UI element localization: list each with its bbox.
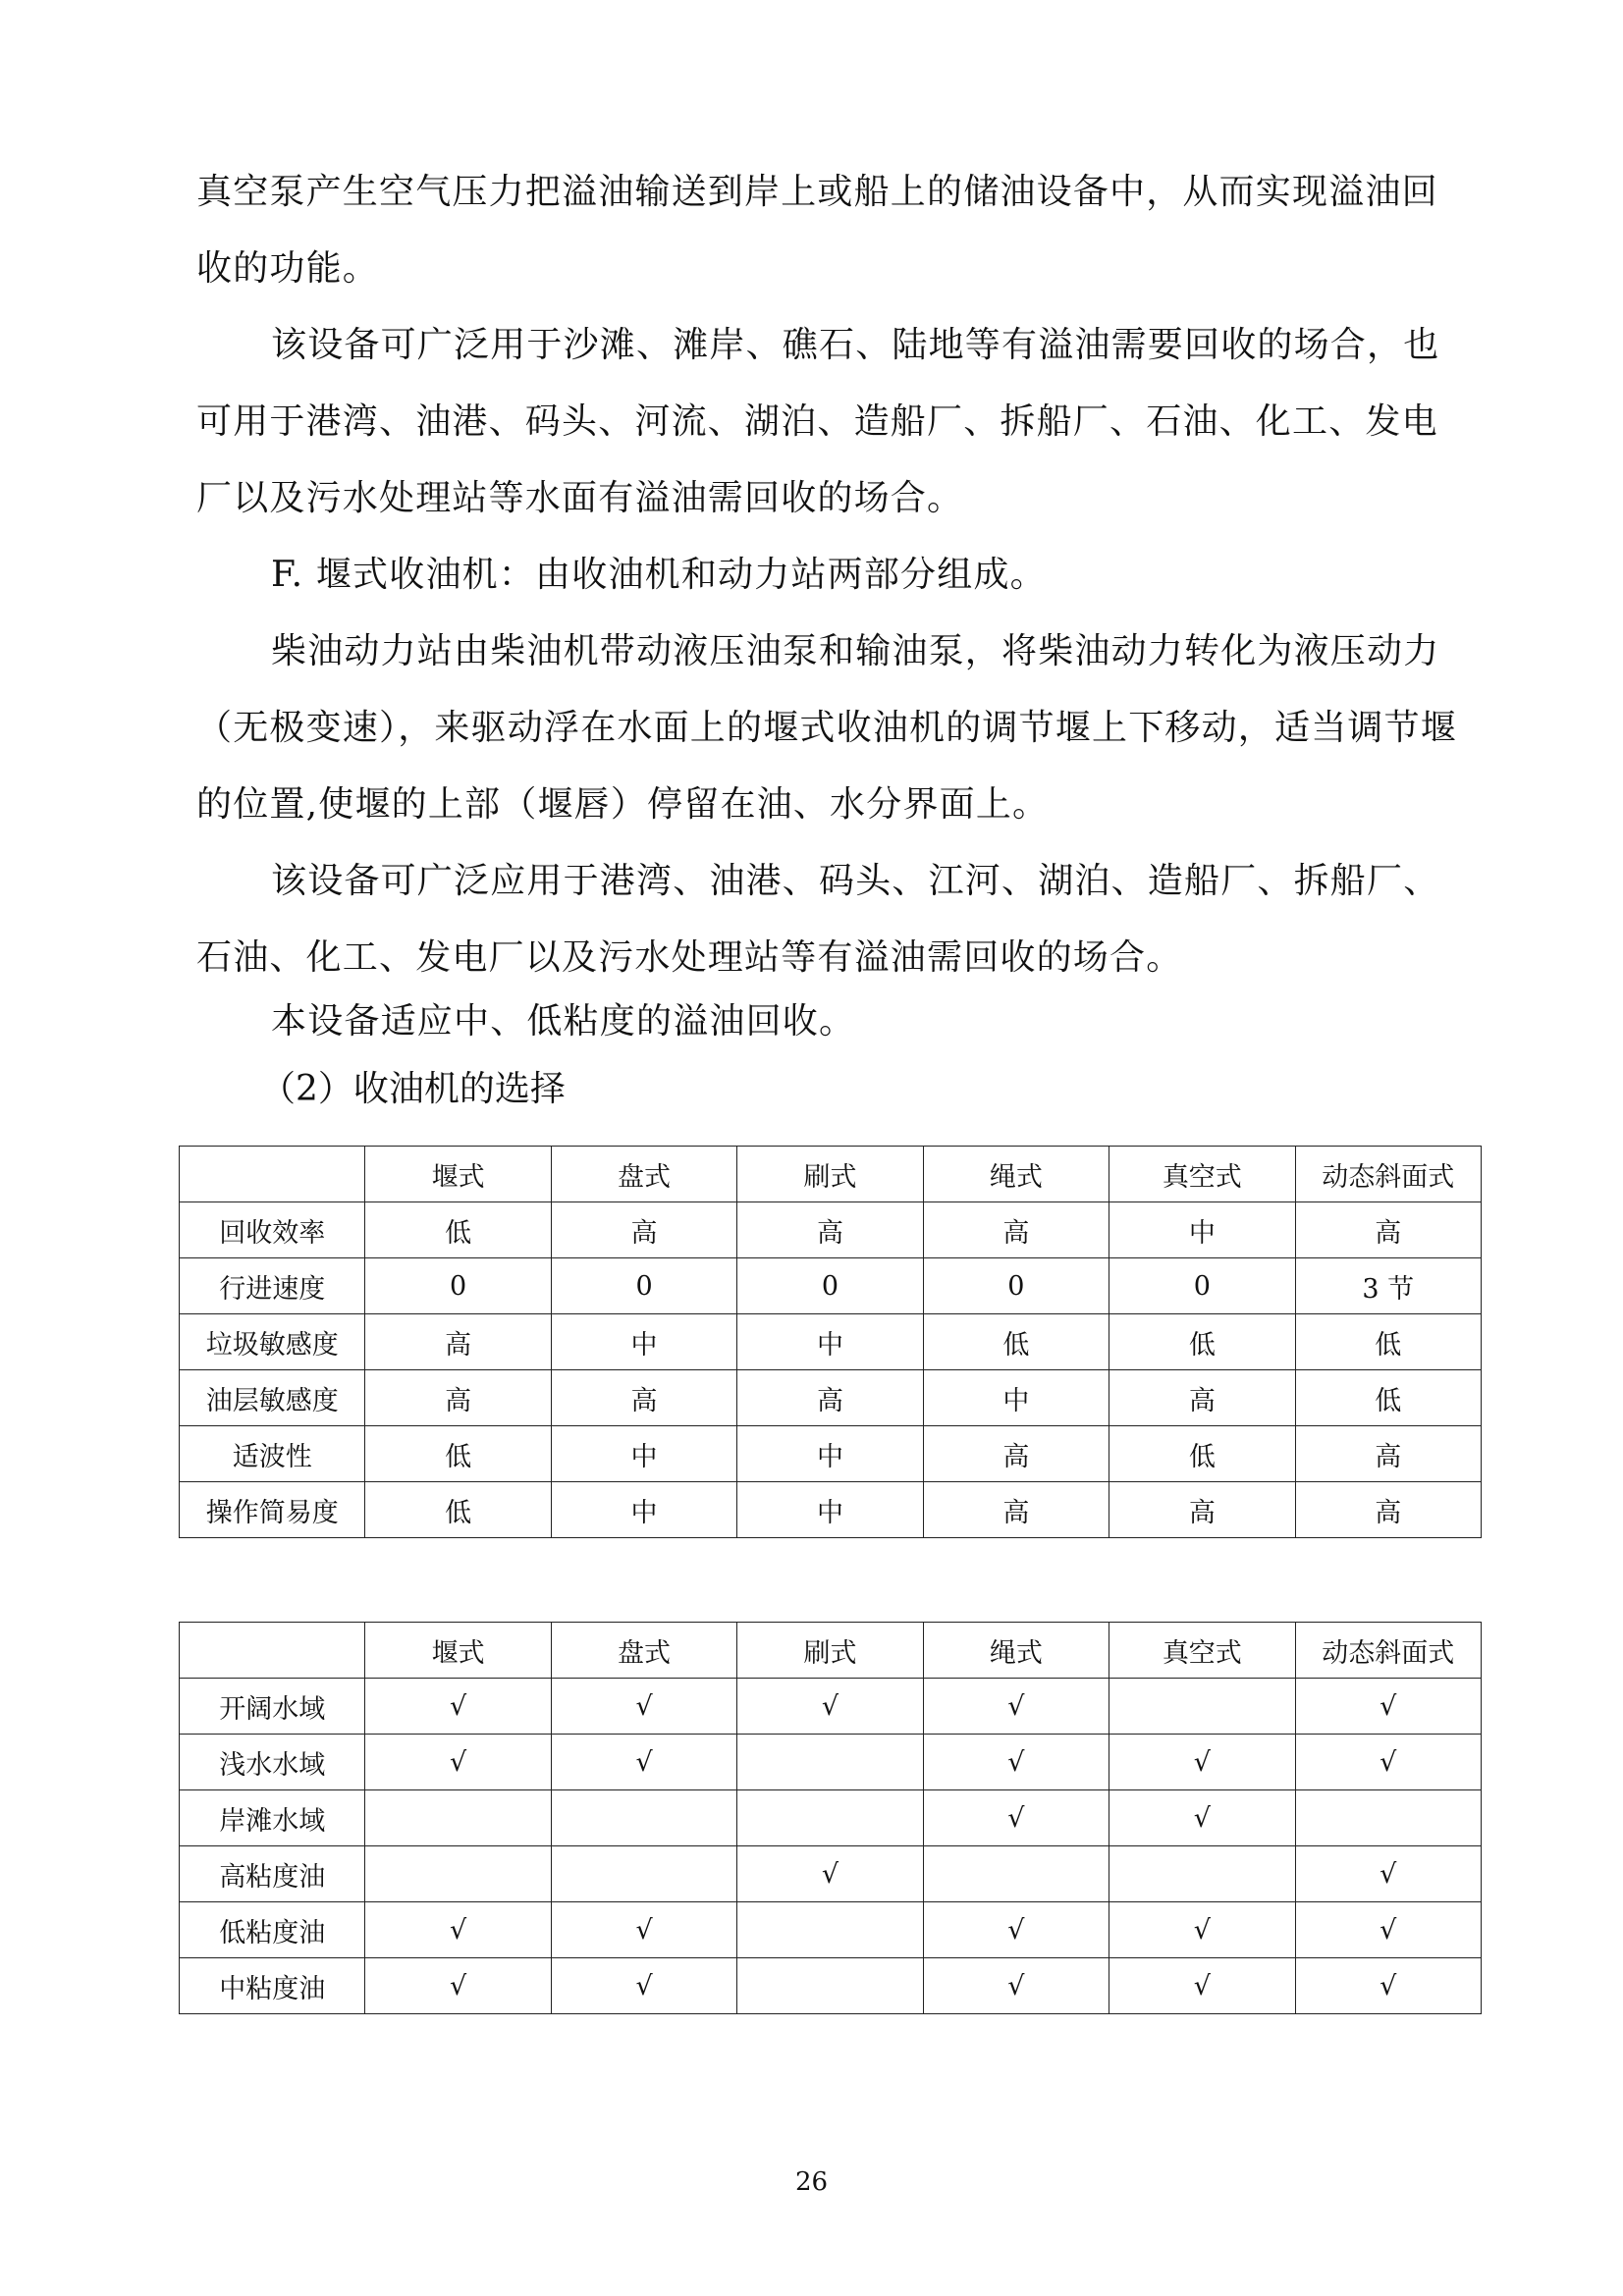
table-cell: √ xyxy=(365,1679,551,1735)
table-row xyxy=(180,1258,1482,1314)
table-cell: √ xyxy=(923,1679,1109,1735)
table-cell: 中 xyxy=(737,1482,923,1538)
table-cell: 低 xyxy=(1109,1314,1295,1370)
table-cell: 高 xyxy=(737,1370,923,1426)
column-header: 刷式 xyxy=(737,1147,923,1202)
paragraph-viscosity-note: 本设备适应中、低粘度的溢油回收。 xyxy=(271,1001,856,1041)
table-cell: √ xyxy=(737,1679,923,1735)
table-cell: 高 xyxy=(923,1482,1109,1538)
table-cell xyxy=(737,1735,923,1790)
table-cell xyxy=(365,1790,551,1846)
table-cell: 0 xyxy=(551,1258,736,1314)
page-number: 26 xyxy=(794,2167,829,2197)
row-label: 开阔水域 xyxy=(180,1679,365,1735)
table-cell: 3 节 xyxy=(1295,1258,1481,1314)
paragraph-weir-skimmer-intro: F. 堰式收油机：由收油机和动力站两部分组成。 xyxy=(271,555,1047,595)
table-cell: √ xyxy=(923,1958,1109,2014)
table-cell: √ xyxy=(923,1790,1109,1846)
column-header: 堰式 xyxy=(365,1623,551,1679)
table-row xyxy=(180,1902,1482,1958)
table-cell: √ xyxy=(1109,1735,1295,1790)
table-cell: √ xyxy=(1295,1735,1481,1790)
table-cell xyxy=(737,1958,923,2014)
row-label: 行进速度 xyxy=(180,1258,365,1314)
table-cell xyxy=(923,1846,1109,1902)
column-header: 真空式 xyxy=(1109,1623,1295,1679)
table-cell: √ xyxy=(551,1735,736,1790)
paragraph-applications: 该设备可广泛用于沙滩、滩岸、礁石、陆地等有溢油需要回收的场合，也可用于港湾、油港、码头、河流、湖泊、造船厂、拆船厂、石油、化工、发电厂以及污水处理站等水面有溢油需回收的场合。 xyxy=(196,325,1440,518)
column-header: 绳式 xyxy=(923,1623,1109,1679)
table-cell: 中 xyxy=(551,1426,736,1482)
row-label: 岸滩水域 xyxy=(180,1790,365,1846)
table-cell: √ xyxy=(923,1735,1109,1790)
row-label: 垃圾敏感度 xyxy=(180,1314,365,1370)
table-row xyxy=(180,1202,1482,1258)
table-cell: 高 xyxy=(1295,1482,1481,1538)
table-cell: 高 xyxy=(365,1314,551,1370)
table-cell: 0 xyxy=(737,1258,923,1314)
paragraph-weir-applications: 该设备可广泛应用于港湾、油港、码头、江河、湖泊、造船厂、拆船厂、石油、化工、发电厂以及污水处理站等有溢油需回收的场合。 xyxy=(196,861,1440,978)
column-header: 盘式 xyxy=(551,1623,736,1679)
table-cell: √ xyxy=(1109,1958,1295,2014)
table-row xyxy=(180,1735,1482,1790)
table-cell: √ xyxy=(1109,1902,1295,1958)
table-cell: √ xyxy=(551,1958,736,2014)
table-cell: 低 xyxy=(1109,1426,1295,1482)
table-cell: √ xyxy=(551,1902,736,1958)
table-cell: 高 xyxy=(923,1426,1109,1482)
table-cell: 低 xyxy=(365,1426,551,1482)
column-header: 动态斜面式 xyxy=(1295,1623,1481,1679)
row-label: 高粘度油 xyxy=(180,1846,365,1902)
table-cell xyxy=(365,1846,551,1902)
table-cell: 高 xyxy=(1295,1202,1481,1258)
table-row xyxy=(180,1790,1482,1846)
table-cell: √ xyxy=(551,1679,736,1735)
table-cell: √ xyxy=(1295,1679,1481,1735)
table-cell: √ xyxy=(1295,1846,1481,1902)
performance-comparison-table xyxy=(179,1146,1482,1538)
table-cell: 0 xyxy=(923,1258,1109,1314)
row-label: 浅水水域 xyxy=(180,1735,365,1790)
table-cell: 低 xyxy=(365,1482,551,1538)
table-header-row xyxy=(180,1623,1482,1679)
table-row xyxy=(180,1958,1482,2014)
table-header-row xyxy=(180,1147,1482,1202)
table-cell: 高 xyxy=(1109,1370,1295,1426)
column-header xyxy=(180,1147,365,1202)
table-row xyxy=(180,1370,1482,1426)
table-row xyxy=(180,1426,1482,1482)
row-label: 操作简易度 xyxy=(180,1482,365,1538)
table-cell: 高 xyxy=(737,1202,923,1258)
table-cell: √ xyxy=(737,1846,923,1902)
table-cell: 高 xyxy=(1109,1482,1295,1538)
table-cell: 高 xyxy=(365,1370,551,1426)
column-header: 绳式 xyxy=(923,1147,1109,1202)
table-cell: 低 xyxy=(365,1202,551,1258)
applicability-table xyxy=(179,1622,1482,2014)
column-header: 动态斜面式 xyxy=(1295,1147,1481,1202)
table-cell xyxy=(551,1846,736,1902)
paragraph-continuation: 真空泵产生空气压力把溢油输送到岸上或船上的储油设备中，从而实现溢油回收的功能。 xyxy=(196,172,1438,289)
row-label: 回收效率 xyxy=(180,1202,365,1258)
table-cell: 中 xyxy=(1109,1202,1295,1258)
row-label: 低粘度油 xyxy=(180,1902,365,1958)
table-cell: 高 xyxy=(551,1202,736,1258)
table-cell xyxy=(1109,1846,1295,1902)
table-cell: √ xyxy=(923,1902,1109,1958)
table-cell xyxy=(551,1790,736,1846)
table-cell: 0 xyxy=(1109,1258,1295,1314)
column-header: 刷式 xyxy=(737,1623,923,1679)
table-cell: 中 xyxy=(551,1314,736,1370)
table-cell: √ xyxy=(365,1735,551,1790)
table-cell: 低 xyxy=(923,1314,1109,1370)
table-cell xyxy=(1109,1679,1295,1735)
table-cell: 中 xyxy=(923,1370,1109,1426)
column-header: 真空式 xyxy=(1109,1147,1295,1202)
table-cell: 中 xyxy=(737,1426,923,1482)
table-cell xyxy=(1295,1790,1481,1846)
table-cell: 高 xyxy=(1295,1426,1481,1482)
table-cell: 中 xyxy=(737,1314,923,1370)
column-header: 盘式 xyxy=(551,1147,736,1202)
table-row xyxy=(180,1314,1482,1370)
table-cell xyxy=(737,1902,923,1958)
table-row xyxy=(180,1482,1482,1538)
row-label: 适波性 xyxy=(180,1426,365,1482)
row-label: 油层敏感度 xyxy=(180,1370,365,1426)
paragraph-diesel-power-station: 柴油动力站由柴油机带动液压油泵和输油泵，将柴油动力转化为液压动力（无极变速），来驱动浮在水面上的堰式收油机的调节堰上下移动，适当调节堰的位置,使堰的上部（堰唇）停留在油、水分界面上。 xyxy=(196,631,1458,825)
table-cell: 中 xyxy=(551,1482,736,1538)
table-row xyxy=(180,1679,1482,1735)
column-header xyxy=(180,1623,365,1679)
column-header: 堰式 xyxy=(365,1147,551,1202)
table-cell: √ xyxy=(1295,1902,1481,1958)
table-cell xyxy=(737,1790,923,1846)
section-heading: （2）收油机的选择 xyxy=(260,1069,566,1109)
table-cell: 高 xyxy=(551,1370,736,1426)
table-cell: √ xyxy=(1109,1790,1295,1846)
table-cell: 0 xyxy=(365,1258,551,1314)
table-cell: 低 xyxy=(1295,1370,1481,1426)
row-label: 中粘度油 xyxy=(180,1958,365,2014)
table-cell: √ xyxy=(365,1958,551,2014)
table-cell: 低 xyxy=(1295,1314,1481,1370)
table-row xyxy=(180,1846,1482,1902)
table-cell: √ xyxy=(1295,1958,1481,2014)
table-cell: 高 xyxy=(923,1202,1109,1258)
table-cell: √ xyxy=(365,1902,551,1958)
